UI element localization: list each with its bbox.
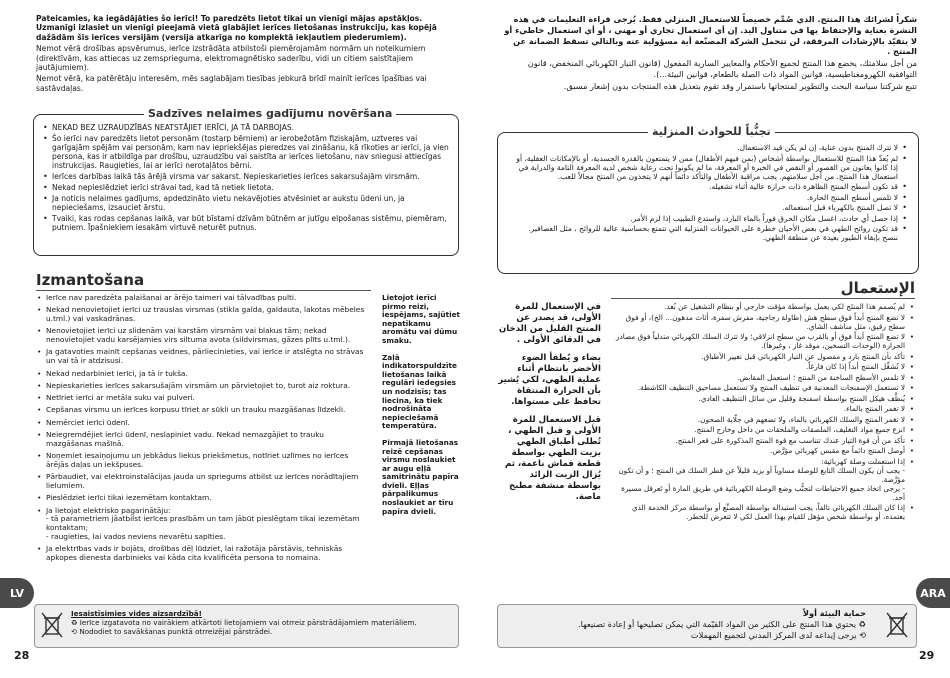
- usage-item: • Netīriet ierīci ar metāla suku vai pulveri.: [36, 394, 369, 403]
- usage-list: [611, 302, 915, 523]
- usage-item: • Pieslēdziet ierīci tikai iezemētam kontaktam.: [36, 494, 369, 503]
- safety-item: • لم يُعدّ هذا المنتج للاستعمال بواسطة أشخاص (بمن فيهم الأطفال) ممن لا يتمتعون بالقدرة الجسدية، أو بالإمكانات العقلية، أو إذا كانوا يعانون من القصور أو النقص في الخبرة أو المعرفة، ما لم يكونوا تحت رعاية شخص لديه المعرفة التامة والدراية في استعمال هذا المنتج. من أجل سلامتهم. يجب مراقبة الأطفال والتأكد دائماً أنهم لا يتخذون من المنتج مجالاً للعب.: [506, 154, 908, 181]
- safety-item: • Nekad nepieslēdziet ierīci strāvai tad, kad tā netiek lietota.: [42, 183, 452, 192]
- usage-item: • Ja elektrības vads ir bojāts, drošības dēļ lūdziet, lai ražotāja pārstāvis, tehniskās apkopes dienesta darbinieks vai kāda cita kvalificēta persona to nomaina.: [36, 545, 369, 563]
- environment-item: [71, 618, 451, 627]
- safety-item: • Tvaiki, kas rodas cepšanas laikā, var būt bīstami dzīvām būtnēm ar jutīgu elpošanas sistēmu, piemēram, putniem. Īpašniekiem iesakām virtuvē neturēt putnus.: [42, 214, 452, 232]
- crossed-bin-icon: [41, 611, 63, 639]
- safety-box: [33, 107, 459, 256]
- usage-item: • تأكد من أن قوة التيار عندك تتناسب مع قوة المنتج المذكورة على قعر المنتج.: [611, 436, 915, 445]
- usage-item: • Cepšanas virsmu un ierīces korpusu tīriet ar sūkli un trauku mazgāšanas līdzekli.: [36, 406, 369, 415]
- intro-paragraph: Pateicamies, ka iegādājāties šo ierīci! To paredzēts lietot tikai un vienīgi mājas apstākļos. Uzmanīgi izlasiet un vienīgi pieejamā vietā glabājiet ierīces lietošanas instrukciju, kas kopējā dažādām šīs ierīces versijām (versija atkarīga no komplektā iekļautiem piederumiem).: [36, 14, 437, 42]
- intro-text: [497, 14, 917, 93]
- recycle-icon: ♻: [71, 618, 80, 627]
- usage-item: • أوصل المنتج دائماً مع مقبس كهربائي مؤرَّض.: [611, 446, 915, 455]
- safety-item: • لا تترك المنتج بدون عناية، إن لم يكن قيد الاستعمال.: [506, 143, 908, 152]
- safety-item: • لا تصل المنتج بالكهرباء قبل استعماله.: [506, 203, 908, 212]
- safety-item: • لا تلمس أسطح المنتج الحارة.: [506, 193, 908, 202]
- safety-box: [497, 125, 919, 274]
- usage-item: • لا تُشغِّل المنتج أبداً إذا كان فارغاً.: [611, 362, 915, 371]
- environment-item-text: Ierīce izgatavota no vairākiem atkārtoti lietojamiem vai otrreiz pārstrādājamiem materiāliem.: [79, 618, 417, 627]
- usage-item: • Pārbaudiet, vai elektroinstalācijas jauda un spriegums atbilst uz ierīces norādītajiem lielumiem.: [36, 473, 369, 491]
- usage-item: • Ja gatavoties mainīt cepšanas veidnes, pārliecinieties, vai ierīce ir atslēgta no strāvas un vai tā ir atdzisusi.: [36, 348, 369, 366]
- usage-item: • لا تغمر المنتج بالماء.: [611, 404, 915, 413]
- intro-paragraph: Ņemot vērā, ka patērētāju interesēm, mēs saglabājam tiesības jebkurā brīdī mainīt ierīces īpašības vai sastāvdaļas.: [36, 74, 427, 93]
- intro-paragraph: شكراً لشرائك هذا المنتج. الذي صُمِّم خصيصاً للاستعمال المنزلي فقط. يُرجى قراءة التعليمات في هذه النشرة بعناية والإحتفاظ بها في متناول اليد. إن أي استعمال تجاري أو مهني ، أو أي استعمال خاطيء أو لا يتقيّد بالإرشادات المرفقة، لن تتحمل الشركة المصنّعة أية مسؤولية عنه وبالتالي تسقط الضمانة عن المنتج .: [504, 14, 917, 57]
- safety-item: • قد تكون أسطح المنتج الظاهرة ذات حرارة عالية أثناء تشغيله.: [506, 182, 908, 191]
- usage-item: • لا تغمر المنتج والسلك الكهربائي بالماء، ولا تضعهم في جلّاية الصحون.: [611, 415, 915, 424]
- right-page: [475, 0, 950, 678]
- usage-item: • Nekad nedarbiniet ierīci, ja tā ir tukša.: [36, 370, 369, 379]
- usage-item: • Ja lietojat elektrisko pagarinātāju: - tā parametriem jāatbilst ierīces prasībām un tam jābūt pieslēgtam tikai iezemētam kontaktam; - raugieties, lai vados neviens nevarētu sapīties.: [36, 507, 369, 542]
- page-number: 28: [14, 649, 30, 662]
- usage-item: • Neiegremdējiet ierīci ūdenī, neslapiniet vadu. Nekad nemazgājiet to trauku mazgāšanas mašīnā.: [36, 431, 369, 449]
- usage-item: • يُنظَّف هيكل المنتج بواسطة اسفنجة وقليل من سائل التنظيف العادي.: [611, 394, 915, 403]
- environment-item: [506, 619, 866, 630]
- side-notes: [497, 302, 601, 510]
- side-notes: [382, 294, 462, 524]
- heading-rule: [611, 298, 915, 299]
- usage-item: • Nepieskarieties ierīces sakarsušajām virsmām un pārvietojiet to, turot aiz roktura.: [36, 382, 369, 391]
- side-note: في الإستعمال للمرة الأولى، قد يصدر عن المنتج القليل من الدخان في الدقائق الأولى .: [498, 302, 601, 345]
- page-number: 29: [919, 649, 935, 662]
- intro-paragraph: من أجل سلامتك، يخضع هذا المنتج لجميع الأحكام والمعايير السارية المفعول (قانون التيار الكهربائي المنخفض، قانون التوافقية الكهرومغناطيسية، قوانين المواد ذات الصلة بالطعام، قوانين البيئة...).: [527, 58, 917, 79]
- usage-item: • لا تلمس الأسطح الساخنة من المنتج ؛ استعمل المقابض.: [611, 373, 915, 382]
- return-icon: ⟲: [856, 630, 866, 640]
- intro-paragraph: Nemot vērā drošības apsvērumus, ierīce izstrādāta atbilstoši piemērojamām normām un noteikumiem (direktīvām, kas attiecas uz zemsprieguma, elektromagnētisko saderību, vidi un citiem saistītajiem jautājumiem).: [36, 44, 426, 73]
- crossed-bin-icon: [886, 611, 908, 639]
- language-tab-ara: ARA: [916, 578, 950, 608]
- side-note: Lietojot ierīci pirmo reizi, iespējams, sajūtiet nepatīkamu aromātu vai dūmu smaku.: [382, 293, 461, 345]
- usage-heading: الإستعمال: [840, 279, 915, 297]
- environment-item: [506, 630, 866, 641]
- usage-list: [36, 294, 369, 566]
- return-icon: ⟲: [71, 627, 80, 636]
- usage-item: • Nenovietojiet ierīci uz slidenām vai karstām virsmām vai blakus tām; nekad nenovietojiet vadu karsējamies virs siltuma avota (sildvirsmas, gāzes plīts u.tml.).: [36, 327, 369, 345]
- side-note: يضاء و يُطفأ الضوء الأخضر بانتظام أثناء عملية الطهي، لكي يُشير بأن الحرارة المنتقاة تحافظ على مستواها.: [498, 353, 601, 407]
- intro-paragraph: تتبع شركتنا سياسة البحث والتطوير لمنتجاتها باستمرار وقد تقوم بتعديل هذه المنتجات بدون إشعار مسبق.: [563, 80, 917, 91]
- environment-box: [497, 604, 917, 648]
- usage-item: • انزع جميع مواد التغليف، الملصقات والملحقات من داخل وخارج المنتج.: [611, 425, 915, 434]
- environment-item-text: يرجى إيداعه لدى المركز المدني لتجميع المهملات: [690, 630, 857, 640]
- environment-title: حماية البيئة أولاً: [802, 608, 866, 618]
- usage-item: • لا تستعمل الإسفنجات المعدنية في تنظيف المنتج ولا تستعمل مساحيق التنظيف الكاشطة.: [611, 383, 915, 392]
- recycle-icon: ♻: [856, 619, 866, 629]
- environment-box: [34, 604, 459, 648]
- environment-title: Iesaistīsimies vides aizsardzībā!: [71, 609, 202, 618]
- usage-item: • Nekad nenovietojiet ierīci uz trauslas virsmas (stikla galda, galdauta, lakotas mēbeles u.tml.) vai vaskadrānas.: [36, 306, 369, 324]
- usage-item: • لم يُصمم هذا المنتَج لكي يعمل بواسطة مؤقت خارجي أو بنظام التشغيل عن بُعد.: [611, 302, 915, 311]
- safety-item: • قد تكون روائح الطهي في بعض الأحيان خطرة على الحيوانات المنزلية التي تتمتع بحساسية عالية للروائح ، مثل العصافير. ننصح بإبقاء الطيور بعيدة عن منطقة الطهي.: [506, 224, 908, 242]
- usage-item: • إذا كان السلك الكهربائي تالفاً، يجب استبداله بواسطة المصنِّع أو بواسطة مركز الخدمة الذي يعتمده، أو بواسطة شخص مؤهل للقيام بهذا العمل لكي لا تتعرض للخطر.: [611, 503, 915, 521]
- side-note: قبل الاستعمال للمرة الأولى و قبل الطهي ، تُطلى أطباق الطهي بزيت الطهي بواسطة قطعة قماش ناعمة، ثم يُزال الزيت الزائد بواسطة منشفة مطبخ ماصة.: [504, 415, 601, 502]
- usage-item: • Noņemiet iesaiņojumu un jebkādus liekus priekšmetus, notīriet uzlīmes no ierīces ārējās daļas un iekšpuses.: [36, 452, 369, 470]
- usage-item: • لا تضع المنتج أبداً فوق أو بالقرب من سطح انزلاقي؛ ولا تترك السلك الكهربائي متدلياً فوق مصادر الحرارة (الوحدات التسخين، موقد غاز ، وغيرها).: [611, 332, 915, 350]
- language-tab-lv: LV: [0, 578, 34, 608]
- usage-heading: Izmantošana: [36, 271, 145, 289]
- usage-item: • إذا استعملت وصلة كهربائية: - يجب أن يكون السلك التابع للوصلة مساوياً أو يزيد قليلاً عن قطر السلك في المنتج ؛ و أن تكون مؤرَّضة. - يرجى اتخاذ جميع الاحتياطات لتجنُّب وضع الوصلة الكهربائية في طريق المارة أو تَعرقل مسيرة أحد.: [611, 457, 915, 502]
- environment-item-text: يحتوي هذا المنتج على الكثير من المواد القيّمة التي يمكن تصليحها أو إعادة تصنيعها.: [578, 619, 857, 629]
- environment-item-text: Nododiet to savākšanas punktā otrreizējai pārstrādei.: [79, 627, 273, 636]
- environment-item: [71, 627, 451, 636]
- safety-item: • Ierīces darbības laikā tās ārējā virsma var sakarst. Nepieskarieties ierīces sakarsušajām virsmām.: [42, 172, 452, 181]
- heading-rule: [36, 290, 371, 291]
- usage-item: • Ierīce nav paredzēta palaišanai ar ārējo taimeri vai tālvadības pulti.: [36, 294, 369, 303]
- safety-item: • Šo ierīci nav paredzēts lietot personām (tostarp bērniem) ar ierobežotām fiziskajām, uztveres vai garīgajām spējām vai personām, kam nav iepriekšējas pieredzes vai zināšanu, kā rīkoties ar ierīci, ja vien persona, kas ir atbildīga par drošību, uzraudzību vai saistīta ar ierīces lietošanu, nav sniegusi attiecīgas instrukcijas. Raugieties, lai ar ierīci nerotaļātos bērni.: [42, 134, 452, 170]
- safety-item: • NEKAD BEZ UZRAUDZĪBAS NEATSTĀJIET IERĪCI, JA TĀ DARBOJAS.: [42, 123, 452, 132]
- side-note: Pirmajā lietošanas reizē cepšanas virsmu noslaukiet ar augu eļļā samitrinātu papīra dvieli. Eļļas pārpalikumus noslaukiet ar tīru papīra dvieli.: [382, 437, 459, 516]
- safety-item: • Ja noticis nelaimes gadījums, apdedzināto vietu nekavējoties atvēsiniet ar aukstu ūdeni un, ja nepieciešams, izsauciet ārstu.: [42, 194, 452, 212]
- safety-box-title: تجنُّباً للحوادث المنزلية: [648, 125, 775, 138]
- side-note: Zaļā indikatorspuldzīte lietošanas laikā regulāri iedegsies un nodzisīs; tas liecina, ka tiek nodrošināta nepieciešamā temperatūra.: [382, 352, 457, 431]
- safety-box-title: Sadzīves nelaimes gadījumu novēršana: [144, 107, 396, 120]
- usage-item: • تأكد بأن المنتج بارد و مفصول عن التيار الكهربائي قبل تغيير الأطباق.: [611, 352, 915, 361]
- intro-text: [36, 14, 456, 95]
- usage-item: • Nemērciet ierīci ūdenī.: [36, 419, 369, 428]
- safety-item: • إذا حصل أي حادث، اغسل مكان الحرق فوراً بالماء البارد، واستدع الطبيب إذا لزم الأمر.: [506, 214, 908, 223]
- usage-item: • لا تضع المنتج أبداً فوق سطح هش (طاولة زجاجية، مفرش سفرة، أثاث مدهون... الخ)، أو فوق سطح رقيق، مثل مناشف الشاي.: [611, 313, 915, 331]
